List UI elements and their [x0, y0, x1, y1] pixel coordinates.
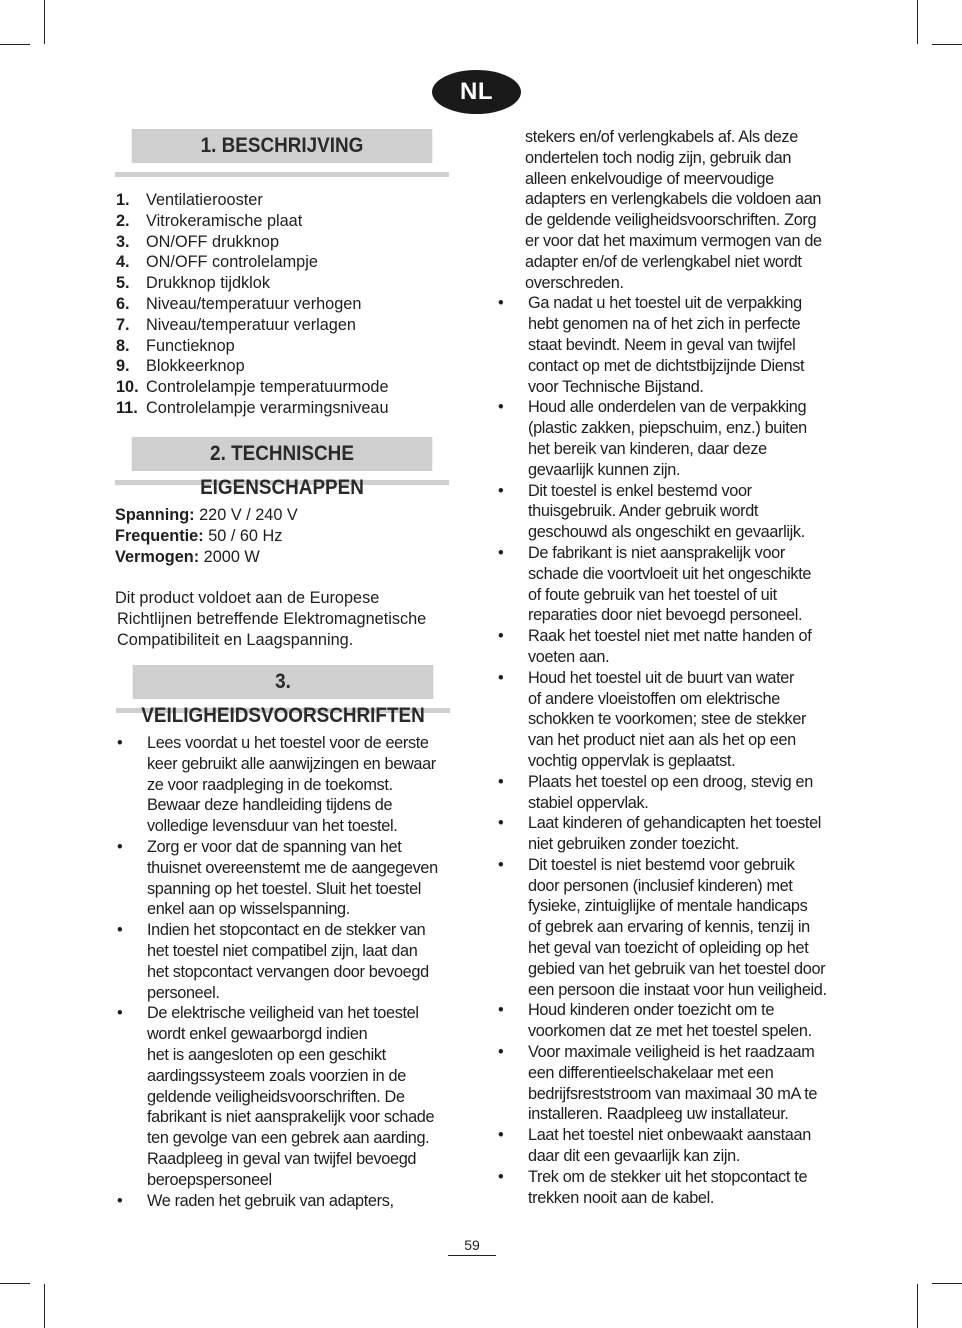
section-header-technical: [115, 437, 449, 499]
safety-right-column: [496, 127, 841, 1208]
crop-mark: [932, 44, 962, 45]
list-item: [116, 273, 456, 294]
bullet-icon: •: [117, 1191, 123, 1210]
item-number: 2.: [116, 211, 130, 230]
item-label: ON/OFF controlelampje: [146, 253, 318, 272]
section-title: 3. VEILIGHEIDSVOORSCHRIFTEN: [133, 665, 434, 699]
spec-value: 50 / 60 Hz: [208, 526, 283, 545]
bullet-icon: •: [498, 543, 504, 562]
section-header-description: [115, 129, 449, 177]
list-item: [115, 733, 460, 837]
list-item: [496, 813, 841, 855]
item-label: Niveau/temperatuur verhogen: [146, 294, 362, 313]
list-item: [496, 481, 841, 543]
bullet-text: Dit toestel is niet bestemd voor gebruik door personen (inclusief kinderen) met fysieke, zintuiglijke of mentale handicaps of gebrek aan ervaring of kennis, tenzij in het geval van toezicht of opleiding op het gebied van het gebruik van het toestel door een persoon die instaat voor hun veiligheid.: [528, 855, 827, 999]
spec-value: 2000 W: [203, 547, 260, 566]
item-label: ON/OFF drukknop: [146, 232, 280, 251]
bullet-text: Houd alle onderdelen van de verpakking (plastic zakken, piepschuim, enz.) buiten het bereik van kinderen, daar deze gevaarlijk kunnen zijn.: [528, 398, 807, 479]
list-item: [115, 1191, 460, 1212]
bullet-icon: •: [117, 921, 123, 940]
compliance-line: Compatibiliteit en Laagspanning.: [117, 630, 354, 649]
spec-label: Spanning:: [115, 506, 195, 524]
bullet-text: Lees voordat u het toestel voor de eerste keer gebruikt alle aanwijzingen en bewaar ze voor raadpleging in de toekomst. Bewaar deze handleiding tijdens de volledige levensduur van het toestel.: [147, 734, 436, 836]
language-badge: NL: [432, 70, 521, 114]
bullet-text: Indien het stopcontact en de stekker van het toestel niet compatibel zijn, laat dan het stopcontact vervangen door bevoegd personeel.: [147, 921, 429, 1002]
bullet-icon: •: [498, 668, 504, 687]
list-item: [116, 336, 456, 357]
list-item: [115, 1003, 460, 1190]
bullet-text: Ga nadat u het toestel uit de verpakking hebt genomen na of het zich in perfecte staat bevindt. Neem in geval van twijfel contact op met de dichtstbijzijnde Dienst voor Technische Bijstand.: [528, 294, 805, 396]
list-item: [496, 1125, 841, 1167]
list-item: [116, 232, 456, 253]
bullet-text: Raak het toestel niet met natte handen of voeten aan.: [528, 627, 812, 666]
bullet-icon: •: [498, 814, 504, 833]
list-item: [115, 920, 460, 1003]
item-number: 11.: [116, 398, 138, 417]
list-item: [496, 1000, 841, 1042]
item-number: 4.: [116, 253, 130, 272]
item-label: Functieknop: [146, 336, 235, 355]
list-item: [116, 252, 456, 273]
bullet-text: De elektrische veiligheid van het toestel wordt enkel gewaarborgd indien het is aangesloten op een geschikt aardingssysteem zoals voorzien in de geldende veiligheidsvoorschriften. De fabrikant is niet aansprakelijk voor schade ten gevolge van een gebrek aan aarding. Raadpleeg in geval van twijfel bevoegd beroepspersoneel: [147, 1004, 435, 1189]
item-number: 3.: [116, 232, 130, 251]
list-item: [116, 377, 456, 398]
safety-continuation: stekers en/of verlengkabels af. Als deze ondertelen toch nodig zijn, gebruik dan alleen enkelvoudige of meervoudige adapters en verlengkabels die voldoen aan de geldende veiligheidsvoorschriften. Zorg er voor dat het maximum vermogen van de adapter en/of de verlengkabel niet wordt overschreden.: [525, 128, 822, 292]
list-item: [116, 211, 456, 232]
bullet-text: Voor maximale veiligheid is het raadzaam een differentieelschakelaar met een bedrijfsreststroom van maximaal 30 mA te installeren. Raadpleeg uw installateur.: [528, 1043, 818, 1124]
compliance-line: Richtlijnen betreffende Elektromagnetische: [117, 609, 427, 628]
parts-list: [116, 190, 456, 419]
bullet-text: Zorg er voor dat de spanning van het thuisnet overeenstemt me de aangegeven spanning op het toestel. Sluit het toestel enkel aan op wisselspanning.: [147, 837, 438, 919]
divider: [115, 172, 449, 177]
bullet-text: Dit toestel is enkel bestemd voor thuisgebruik. Ander gebruik wordt geschouwd als ongeschikt en gevaarlijk.: [528, 481, 805, 542]
bullet-icon: •: [498, 772, 504, 791]
crop-mark: [917, 0, 918, 44]
list-item: [115, 837, 460, 920]
page-number: 59: [448, 1236, 496, 1256]
list-item: [116, 190, 456, 211]
bullet-icon: •: [498, 1043, 504, 1062]
item-label: Controlelampje temperatuurmode: [146, 378, 389, 397]
item-number: 6.: [116, 294, 130, 313]
item-label: Niveau/temperatuur verlagen: [146, 315, 356, 334]
bullet-text: Laat het toestel niet onbewaakt aanstaan daar dit een gevaarlijk kan zijn.: [528, 1126, 811, 1166]
spec-voltage: [115, 505, 455, 526]
item-number: 9.: [116, 357, 130, 376]
list-item: [116, 398, 456, 419]
bullet-text: De fabrikant is niet aansprakelijk voor schade die voortvloeit uit het ongeschikte of foute gebruik van het toestel of uit reparaties door niet bevoegd personeel.: [528, 543, 812, 625]
crop-mark: [44, 1284, 45, 1328]
bullet-icon: •: [498, 1001, 504, 1020]
list-item: [116, 294, 456, 315]
technical-specs: [115, 505, 455, 651]
bullet-icon: •: [498, 1167, 504, 1186]
bullet-icon: •: [117, 837, 123, 856]
bullet-text: We raden het gebruik van adapters,: [147, 1191, 394, 1210]
crop-mark: [0, 44, 30, 45]
list-item: [496, 397, 841, 480]
crop-mark: [0, 1283, 30, 1284]
list-item: [496, 543, 841, 626]
bullet-icon: •: [498, 294, 504, 313]
list-item: [116, 315, 456, 336]
safety-list-right: [496, 293, 841, 1208]
item-label: Blokkeerknop: [146, 357, 245, 376]
bullet-icon: •: [498, 855, 504, 874]
list-item: [496, 1167, 841, 1209]
spec-power: [115, 547, 455, 568]
list-item: [496, 1042, 841, 1125]
list-item: [496, 855, 841, 1001]
list-item: [496, 772, 841, 814]
item-number: 8.: [116, 336, 130, 355]
item-number: 5.: [116, 274, 130, 293]
bullet-text: Houd het toestel uit de buurt van water of andere vloeistoffen om elektrische schokken te voorkomen; stee de stekker van het product niet aan als het op een vochtig oppervlak is geplaatst.: [528, 668, 807, 770]
item-label: Ventilatierooster: [146, 191, 263, 209]
safety-left-column: [115, 733, 460, 1211]
compliance-line: Dit product voldoet aan de Europese: [115, 589, 380, 608]
list-item: [496, 293, 841, 397]
spec-label: Vermogen:: [115, 547, 200, 566]
parts-list-column: [116, 190, 456, 419]
bullet-text: Houd kinderen onder toezicht om te voorkomen dat ze met het toestel spelen.: [528, 1001, 812, 1041]
spec-frequency: [115, 526, 455, 547]
bullet-icon: •: [117, 734, 123, 752]
item-number: 1.: [116, 191, 130, 209]
section-title: 2. TECHNISCHE EIGENSCHAPPEN: [132, 437, 433, 471]
bullet-text: Laat kinderen of gehandicapten het toestel niet gebruiken zonder toezicht.: [528, 814, 822, 854]
crop-mark: [917, 1284, 918, 1328]
list-item: [496, 626, 841, 668]
item-label: Controlelampje verarmingsniveau: [146, 398, 389, 417]
list-item: [116, 356, 456, 377]
bullet-text: Trek om de stekker uit het stopcontact te trekken nooit aan de kabel.: [528, 1167, 808, 1207]
bullet-icon: •: [498, 627, 504, 646]
bullet-icon: •: [498, 398, 504, 417]
spec-label: Frequentie:: [115, 526, 204, 545]
safety-list-left: [115, 733, 460, 1211]
item-number: 7.: [116, 315, 130, 334]
section-title: 1. BESCHRIJVING: [132, 129, 433, 163]
bullet-icon: •: [498, 481, 504, 500]
crop-mark: [932, 1283, 962, 1284]
item-label: Vitrokeramische plaat: [146, 211, 303, 230]
bullet-icon: •: [498, 1126, 504, 1145]
spec-value: 220 V / 240 V: [199, 506, 298, 524]
bullet-text: Plaats het toestel op een droog, stevig en stabiel oppervlak.: [528, 772, 813, 812]
section-header-safety: [116, 665, 450, 727]
crop-mark: [44, 0, 45, 44]
item-label: Drukknop tijdklok: [146, 274, 270, 293]
list-item: [496, 668, 841, 772]
item-number: 10.: [116, 378, 139, 397]
bullet-icon: •: [117, 1004, 123, 1023]
